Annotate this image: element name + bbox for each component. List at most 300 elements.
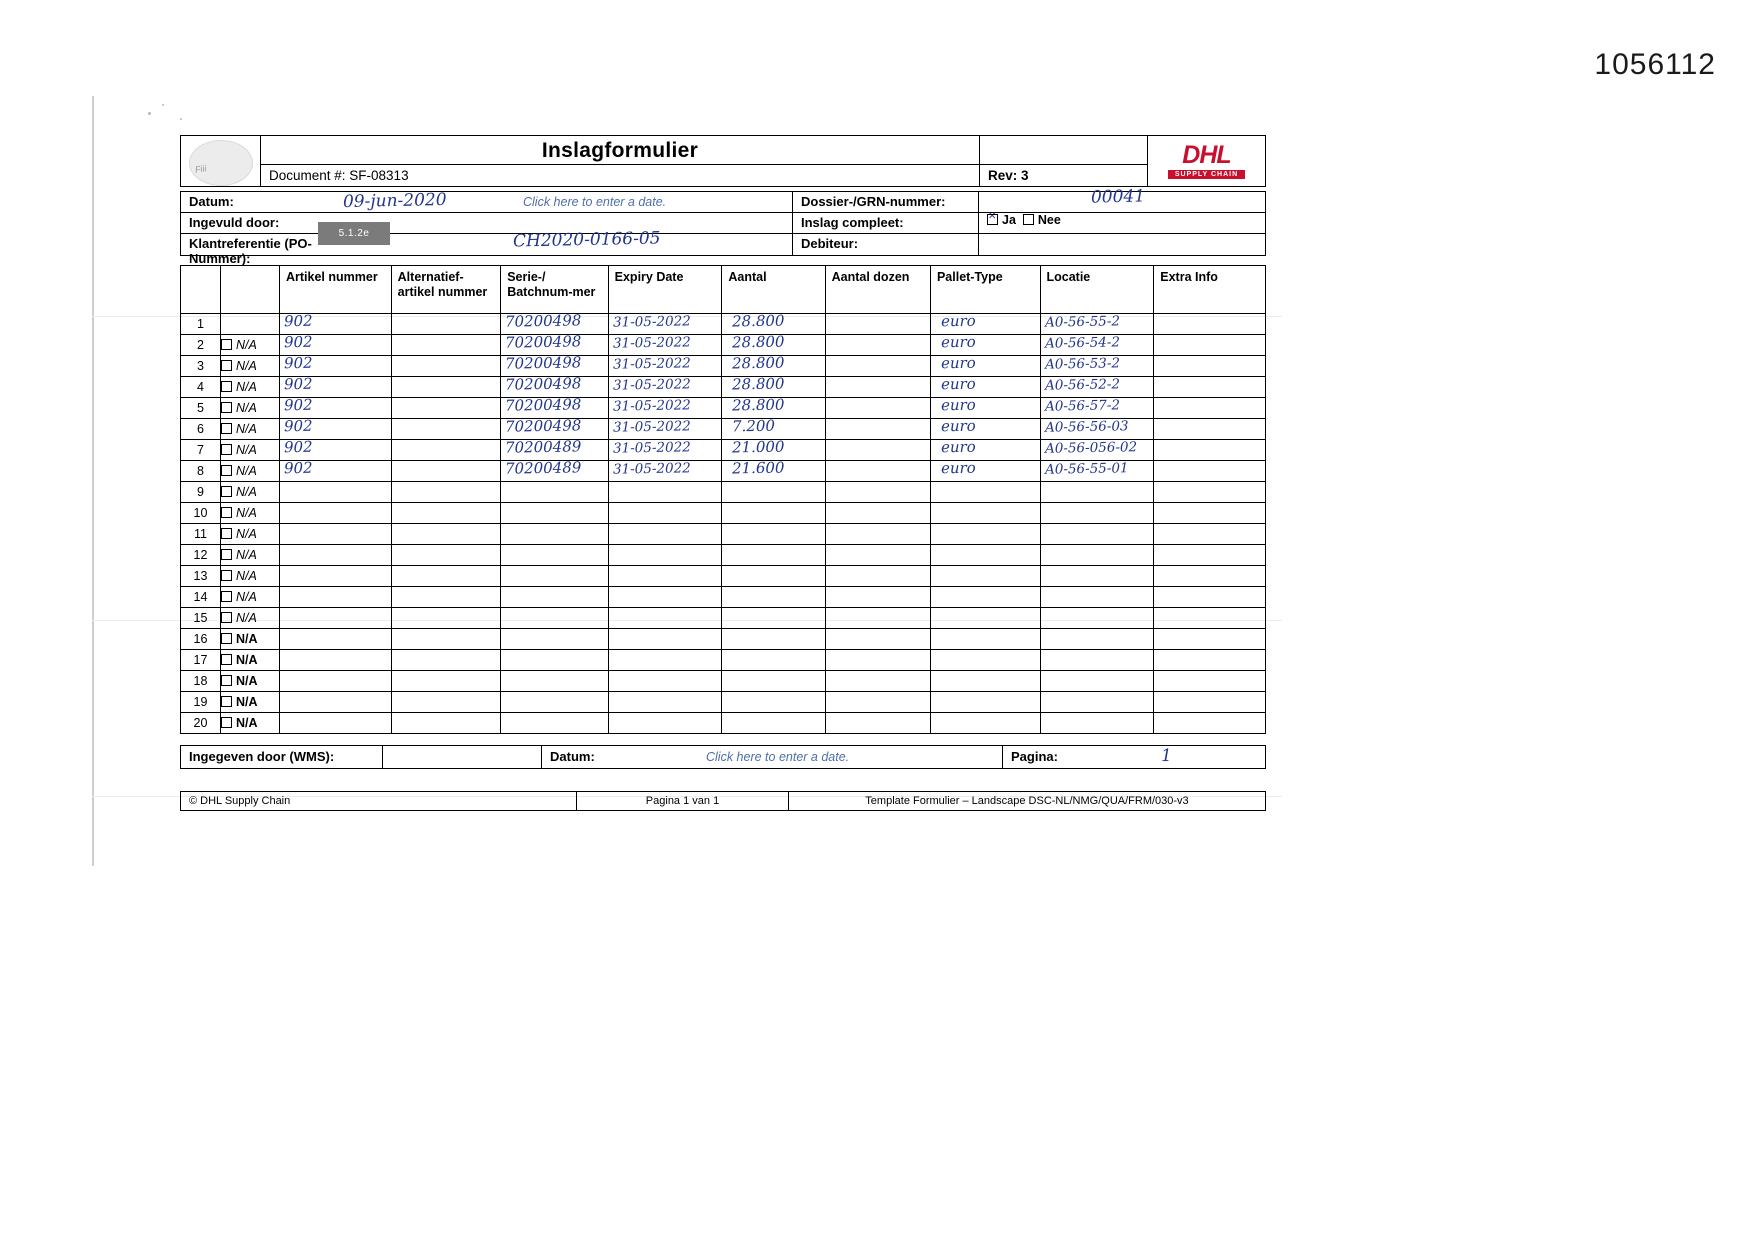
serie-batchnummer-cell[interactable] xyxy=(501,545,608,566)
col-artikelnummer: Artikel nummer xyxy=(280,266,392,314)
artikelnummer-cell[interactable] xyxy=(280,374,392,398)
checkbox-na-icon[interactable] xyxy=(221,465,232,476)
locatie-cell[interactable] xyxy=(1040,440,1154,461)
footer-entry-row xyxy=(180,745,1266,769)
wms-label: Ingegeven door (WMS): xyxy=(181,746,383,768)
aantal-cell[interactable] xyxy=(722,629,825,650)
revision-label: Rev: 3 xyxy=(980,164,1147,186)
handwritten-value: 31-05-2022 xyxy=(612,439,691,457)
aantal-cell[interactable] xyxy=(722,332,825,356)
serie-batchnummer-cell[interactable] xyxy=(501,671,608,692)
expiry-date-cell[interactable] xyxy=(608,440,722,461)
artikelnummer-cell[interactable] xyxy=(280,353,392,377)
na-checkbox-cell[interactable] xyxy=(221,314,280,335)
row-number: 17 xyxy=(181,650,221,671)
locatie-cell[interactable] xyxy=(1040,398,1154,419)
na-checkbox-cell[interactable] xyxy=(221,545,280,566)
form-header xyxy=(180,135,1266,187)
aantal-cell[interactable] xyxy=(722,311,825,335)
na-label: N/A xyxy=(236,611,257,625)
extra-info-cell[interactable] xyxy=(1154,377,1266,398)
aantal-dozen-cell[interactable] xyxy=(825,524,930,545)
extra-info-cell[interactable] xyxy=(1154,524,1266,545)
col-locatie: Locatie xyxy=(1040,266,1154,314)
na-checkbox-cell[interactable] xyxy=(221,692,280,713)
expiry-date-cell[interactable] xyxy=(608,566,722,587)
alternatief-artikelnummer-cell[interactable] xyxy=(391,713,501,734)
expiry-date-cell[interactable] xyxy=(608,629,722,650)
expiry-date-cell[interactable] xyxy=(608,398,722,419)
locatie-cell[interactable] xyxy=(1040,650,1154,671)
aantal-cell[interactable] xyxy=(722,713,825,734)
extra-info-cell[interactable] xyxy=(1154,566,1266,587)
checkbox-na-icon[interactable] xyxy=(221,339,232,350)
checkbox-na-icon[interactable] xyxy=(221,570,232,581)
extra-info-cell[interactable] xyxy=(1154,314,1266,335)
expiry-date-cell[interactable] xyxy=(608,356,722,377)
document-number: Document #: SF-08313 xyxy=(261,164,979,186)
checkbox-nee[interactable] xyxy=(1023,214,1034,225)
handwritten-value: 31-05-2022 xyxy=(612,355,691,373)
alternatief-artikelnummer-cell[interactable] xyxy=(391,461,501,482)
wms-field[interactable] xyxy=(383,746,542,768)
alternatief-artikelnummer-cell[interactable] xyxy=(391,398,501,419)
col-expiry-date: Expiry Date xyxy=(608,266,722,314)
expiry-date-cell[interactable] xyxy=(608,692,722,713)
handwritten-value: 31-05-2022 xyxy=(612,418,691,436)
checkbox-na-icon[interactable] xyxy=(221,612,232,623)
row-number: 8 xyxy=(181,461,221,482)
expiry-date-cell[interactable] xyxy=(608,419,722,440)
pallet-type-cell[interactable] xyxy=(930,671,1040,692)
checkbox-na-icon[interactable] xyxy=(221,717,232,728)
handwritten-value: 902 xyxy=(283,353,313,373)
artikelnummer-cell[interactable] xyxy=(280,458,392,482)
aantal-dozen-cell[interactable] xyxy=(825,713,930,734)
artikelnummer-cell[interactable] xyxy=(280,566,392,587)
serie-batchnummer-cell[interactable] xyxy=(501,566,608,587)
table-row xyxy=(181,356,1266,377)
locatie-cell[interactable] xyxy=(1040,713,1154,734)
pallet-type-cell[interactable] xyxy=(930,332,1040,356)
checkbox-na-icon[interactable] xyxy=(221,381,232,392)
alternatief-artikelnummer-cell[interactable] xyxy=(391,482,501,503)
table-row xyxy=(181,377,1266,398)
handwritten-value: 902 xyxy=(283,437,313,457)
expiry-date-cell[interactable] xyxy=(608,377,722,398)
handwritten-value: 70200498 xyxy=(505,416,582,436)
pallet-type-cell[interactable] xyxy=(930,629,1040,650)
alternatief-artikelnummer-cell[interactable] xyxy=(391,440,501,461)
serie-batchnummer-cell[interactable] xyxy=(501,311,608,335)
aantal-dozen-cell[interactable] xyxy=(825,503,930,524)
expiry-date-cell[interactable] xyxy=(608,482,722,503)
na-checkbox-cell[interactable] xyxy=(221,356,280,377)
alternatief-artikelnummer-cell[interactable] xyxy=(391,587,501,608)
aantal-cell[interactable] xyxy=(722,692,825,713)
col-aantal-dozen: Aantal dozen xyxy=(825,266,930,314)
checkbox-na-icon[interactable] xyxy=(221,486,232,497)
aantal-cell[interactable] xyxy=(722,395,825,419)
artikelnummer-cell[interactable] xyxy=(280,482,392,503)
aantal-dozen-cell[interactable] xyxy=(825,587,930,608)
handwritten-value: 70200498 xyxy=(505,332,582,352)
pallet-type-cell[interactable] xyxy=(930,311,1040,335)
handwritten-value: 31-05-2022 xyxy=(612,313,691,331)
expiry-date-cell[interactable] xyxy=(608,650,722,671)
pallet-type-cell[interactable] xyxy=(930,545,1040,566)
na-checkbox-cell[interactable] xyxy=(221,608,280,629)
scan-speck xyxy=(148,112,151,115)
checkbox-na-icon[interactable] xyxy=(221,549,232,560)
expiry-date-cell[interactable] xyxy=(608,461,722,482)
pallet-type-cell[interactable] xyxy=(930,587,1040,608)
extra-info-cell[interactable] xyxy=(1154,335,1266,356)
pallet-type-cell[interactable] xyxy=(930,482,1040,503)
aantal-dozen-cell[interactable] xyxy=(825,314,930,335)
na-checkbox-cell[interactable] xyxy=(221,524,280,545)
aantal-dozen-cell[interactable] xyxy=(825,482,930,503)
checkbox-na-icon[interactable] xyxy=(221,444,232,455)
artikelnummer-cell[interactable] xyxy=(280,692,392,713)
serie-batchnummer-cell[interactable] xyxy=(501,416,608,440)
checkbox-na-icon[interactable] xyxy=(221,675,232,686)
expiry-date-cell[interactable] xyxy=(608,545,722,566)
handwritten-value: 902 xyxy=(283,416,313,436)
alternatief-artikelnummer-cell[interactable] xyxy=(391,692,501,713)
stamp-box xyxy=(181,136,261,186)
serie-batchnummer-cell[interactable] xyxy=(501,608,608,629)
aantal-cell[interactable] xyxy=(722,671,825,692)
serie-batchnummer-cell[interactable] xyxy=(501,437,608,461)
alternatief-artikelnummer-cell[interactable] xyxy=(391,419,501,440)
locatie-cell[interactable] xyxy=(1040,335,1154,356)
aantal-dozen-cell[interactable] xyxy=(825,335,930,356)
alternatief-artikelnummer-cell[interactable] xyxy=(391,608,501,629)
extra-info-cell[interactable] xyxy=(1154,461,1266,482)
serie-batchnummer-cell[interactable] xyxy=(501,524,608,545)
stamp-text: Fiii xyxy=(194,163,208,175)
expiry-date-cell[interactable] xyxy=(608,524,722,545)
pallet-type-cell[interactable] xyxy=(930,353,1040,377)
expiry-date-cell[interactable] xyxy=(608,608,722,629)
artikelnummer-cell[interactable] xyxy=(280,437,392,461)
artikelnummer-cell[interactable] xyxy=(280,524,392,545)
na-label: N/A xyxy=(236,653,258,667)
aantal-dozen-cell[interactable] xyxy=(825,398,930,419)
na-label: N/A xyxy=(236,359,257,373)
expiry-date-cell[interactable] xyxy=(608,335,722,356)
artikelnummer-cell[interactable] xyxy=(280,503,392,524)
extra-info-cell[interactable] xyxy=(1154,650,1266,671)
aantal-cell[interactable] xyxy=(722,503,825,524)
page-title: Inslagformulier xyxy=(541,139,699,162)
locatie-cell[interactable] xyxy=(1040,314,1154,335)
locatie-cell[interactable] xyxy=(1040,608,1154,629)
alternatief-artikelnummer-cell[interactable] xyxy=(391,629,501,650)
locatie-cell[interactable] xyxy=(1040,629,1154,650)
locatie-cell[interactable] xyxy=(1040,377,1154,398)
locatie-cell[interactable] xyxy=(1040,692,1154,713)
pallet-type-cell[interactable] xyxy=(930,524,1040,545)
row-number: 3 xyxy=(181,356,221,377)
locatie-cell[interactable] xyxy=(1040,545,1154,566)
extra-info-cell[interactable] xyxy=(1154,419,1266,440)
debiteur-label: Debiteur: xyxy=(793,234,979,255)
na-checkbox-cell[interactable] xyxy=(221,650,280,671)
inslag-compleet-field[interactable] xyxy=(979,213,1265,233)
pallet-type-cell[interactable] xyxy=(930,458,1040,482)
ingevuld-label: Ingevuld door: xyxy=(189,215,280,230)
aantal-dozen-cell[interactable] xyxy=(825,461,930,482)
serie-batchnummer-cell[interactable] xyxy=(501,587,608,608)
locatie-cell[interactable] xyxy=(1040,566,1154,587)
extra-info-cell[interactable] xyxy=(1154,482,1266,503)
checkbox-na-icon[interactable] xyxy=(221,360,232,371)
row-number: 14 xyxy=(181,587,221,608)
locatie-cell[interactable] xyxy=(1040,524,1154,545)
aantal-dozen-cell[interactable] xyxy=(825,671,930,692)
handwritten-value: euro xyxy=(940,395,976,415)
na-label: N/A xyxy=(236,527,257,541)
artikelnummer-cell[interactable] xyxy=(280,650,392,671)
aantal-dozen-cell[interactable] xyxy=(825,419,930,440)
pallet-type-cell[interactable] xyxy=(930,374,1040,398)
checkbox-na-icon[interactable] xyxy=(221,633,232,644)
aantal-cell[interactable] xyxy=(722,524,825,545)
artikelnummer-cell[interactable] xyxy=(280,332,392,356)
expiry-date-cell[interactable] xyxy=(608,314,722,335)
extra-info-cell[interactable] xyxy=(1154,398,1266,419)
serie-batchnummer-cell[interactable] xyxy=(501,692,608,713)
aantal-cell[interactable] xyxy=(722,545,825,566)
extra-info-cell[interactable] xyxy=(1154,503,1266,524)
handwritten-value: 31-05-2022 xyxy=(612,397,691,415)
pallet-type-cell[interactable] xyxy=(930,713,1040,734)
pallet-type-cell[interactable] xyxy=(930,566,1040,587)
alternatief-artikelnummer-cell[interactable] xyxy=(391,545,501,566)
checkbox-na-icon[interactable] xyxy=(221,507,232,518)
serie-batchnummer-cell[interactable] xyxy=(501,395,608,419)
footer-datum-placeholder: Click here to enter a date. xyxy=(706,750,850,764)
na-checkbox-cell[interactable] xyxy=(221,377,280,398)
extra-info-cell[interactable] xyxy=(1154,713,1266,734)
serie-batchnummer-cell[interactable] xyxy=(501,503,608,524)
meta-row-datum xyxy=(181,186,1265,213)
na-checkbox-cell[interactable] xyxy=(221,713,280,734)
handwritten-value: euro xyxy=(940,416,976,436)
extra-info-cell[interactable] xyxy=(1154,356,1266,377)
na-checkbox-cell[interactable] xyxy=(221,587,280,608)
handwritten-value: 31-05-2022 xyxy=(612,334,691,352)
na-checkbox-cell[interactable] xyxy=(221,482,280,503)
extra-info-cell[interactable] xyxy=(1154,440,1266,461)
stamp-icon xyxy=(189,140,253,186)
serie-batchnummer-cell[interactable] xyxy=(501,650,608,671)
row-number: 18 xyxy=(181,671,221,692)
aantal-dozen-cell[interactable] xyxy=(825,566,930,587)
handwritten-value: 7.200 xyxy=(732,416,776,436)
pagina-field[interactable] xyxy=(1085,746,1265,768)
aantal-cell[interactable] xyxy=(722,416,825,440)
na-checkbox-cell[interactable] xyxy=(221,671,280,692)
na-label: N/A xyxy=(236,380,257,394)
na-checkbox-cell[interactable] xyxy=(221,503,280,524)
checkbox-na-icon[interactable] xyxy=(221,402,232,413)
aantal-dozen-cell[interactable] xyxy=(825,440,930,461)
serie-batchnummer-cell[interactable] xyxy=(501,458,608,482)
aantal-cell[interactable] xyxy=(722,587,825,608)
serie-batchnummer-cell[interactable] xyxy=(501,332,608,356)
aantal-dozen-cell[interactable] xyxy=(825,545,930,566)
checkbox-na-icon[interactable] xyxy=(221,696,232,707)
locatie-cell[interactable] xyxy=(1040,503,1154,524)
serie-batchnummer-cell[interactable] xyxy=(501,374,608,398)
aantal-cell[interactable] xyxy=(722,608,825,629)
inslag-table xyxy=(180,265,1266,734)
pallet-type-cell[interactable] xyxy=(930,416,1040,440)
footer-datum-field[interactable] xyxy=(694,746,1003,768)
serie-batchnummer-cell[interactable] xyxy=(501,713,608,734)
na-checkbox-cell[interactable] xyxy=(221,419,280,440)
artikelnummer-cell[interactable] xyxy=(280,713,392,734)
extra-info-cell[interactable] xyxy=(1154,545,1266,566)
aantal-cell[interactable] xyxy=(722,650,825,671)
table-row xyxy=(181,713,1266,734)
extra-info-cell[interactable] xyxy=(1154,671,1266,692)
artikelnummer-cell[interactable] xyxy=(280,545,392,566)
locatie-cell[interactable] xyxy=(1040,482,1154,503)
dhl-supply-chain-label: SUPPLY CHAIN xyxy=(1168,170,1245,179)
handwritten-value: 21.600 xyxy=(732,458,786,478)
copyright-text: © DHL Supply Chain xyxy=(181,792,577,810)
aantal-cell[interactable] xyxy=(722,458,825,482)
table-row xyxy=(181,398,1266,419)
datum-field[interactable] xyxy=(333,189,793,213)
locatie-cell[interactable] xyxy=(1040,461,1154,482)
artikelnummer-cell[interactable] xyxy=(280,671,392,692)
aantal-cell[interactable] xyxy=(722,482,825,503)
row-number: 1 xyxy=(181,314,221,335)
handwritten-value: 902 xyxy=(283,332,313,352)
aantal-dozen-cell[interactable] xyxy=(825,377,930,398)
na-label: N/A xyxy=(236,716,258,730)
pallet-type-cell[interactable] xyxy=(930,437,1040,461)
expiry-date-cell[interactable] xyxy=(608,671,722,692)
template-text: Template Formulier – Landscape DSC-NL/NMG/QUA/FRM/030-v3 xyxy=(865,795,1189,807)
extra-info-cell[interactable] xyxy=(1154,608,1266,629)
extra-info-cell[interactable] xyxy=(1154,587,1266,608)
label-ja: Ja xyxy=(1002,213,1016,227)
alternatief-artikelnummer-cell[interactable] xyxy=(391,524,501,545)
col-na xyxy=(221,266,280,314)
alternatief-artikelnummer-cell[interactable] xyxy=(391,650,501,671)
expiry-date-cell[interactable] xyxy=(608,587,722,608)
debiteur-field[interactable] xyxy=(979,234,1265,255)
serie-batchnummer-cell[interactable] xyxy=(501,482,608,503)
handwritten-value: 70200498 xyxy=(505,374,582,394)
na-checkbox-cell[interactable] xyxy=(221,629,280,650)
label-nee: Nee xyxy=(1037,213,1061,227)
artikelnummer-cell[interactable] xyxy=(280,416,392,440)
na-label: N/A xyxy=(236,632,258,646)
aantal-cell[interactable] xyxy=(722,437,825,461)
alternatief-artikelnummer-cell[interactable] xyxy=(391,671,501,692)
pallet-type-cell[interactable] xyxy=(930,692,1040,713)
aantal-dozen-cell[interactable] xyxy=(825,650,930,671)
artikelnummer-cell[interactable] xyxy=(280,629,392,650)
checkbox-ja[interactable] xyxy=(987,214,998,225)
pallet-type-cell[interactable] xyxy=(930,395,1040,419)
alternatief-artikelnummer-cell[interactable] xyxy=(391,503,501,524)
extra-info-cell[interactable] xyxy=(1154,629,1266,650)
alternatief-artikelnummer-cell[interactable] xyxy=(391,356,501,377)
table-body xyxy=(181,311,1266,734)
table-row xyxy=(181,671,1266,692)
legal-footer xyxy=(180,791,1266,811)
extra-info-cell[interactable] xyxy=(1154,692,1266,713)
handwritten-value: 70200489 xyxy=(505,437,582,457)
locatie-cell[interactable] xyxy=(1040,356,1154,377)
dossier-field[interactable] xyxy=(979,186,1265,212)
col-serie-batchnummer: Serie-/ Batchnum-mer xyxy=(501,266,608,314)
aantal-cell[interactable] xyxy=(722,353,825,377)
na-label: N/A xyxy=(236,674,258,688)
serie-batchnummer-cell[interactable] xyxy=(501,353,608,377)
locatie-cell[interactable] xyxy=(1040,587,1154,608)
na-checkbox-cell[interactable] xyxy=(221,566,280,587)
na-checkbox-cell[interactable] xyxy=(221,335,280,356)
alternatief-artikelnummer-cell[interactable] xyxy=(391,335,501,356)
handwritten-value: 31-05-2022 xyxy=(612,376,691,394)
pallet-type-cell[interactable] xyxy=(930,608,1040,629)
na-checkbox-cell[interactable] xyxy=(221,398,280,419)
checkbox-na-icon[interactable] xyxy=(221,654,232,665)
handwritten-value: euro xyxy=(940,458,976,478)
pallet-type-cell[interactable] xyxy=(930,650,1040,671)
row-number: 10 xyxy=(181,503,221,524)
locatie-cell[interactable] xyxy=(1040,419,1154,440)
aantal-cell[interactable] xyxy=(722,374,825,398)
revision-block xyxy=(979,136,1147,186)
handwritten-value: 902 xyxy=(283,458,313,478)
aantal-dozen-cell[interactable] xyxy=(825,356,930,377)
expiry-date-cell[interactable] xyxy=(608,713,722,734)
artikelnummer-cell[interactable] xyxy=(280,587,392,608)
checkbox-na-icon[interactable] xyxy=(221,591,232,602)
artikelnummer-cell[interactable] xyxy=(280,395,392,419)
aantal-dozen-cell[interactable] xyxy=(825,692,930,713)
aantal-cell[interactable] xyxy=(722,566,825,587)
handwritten-value: euro xyxy=(940,311,976,331)
na-checkbox-cell[interactable] xyxy=(221,440,280,461)
na-checkbox-cell[interactable] xyxy=(221,461,280,482)
datum-label: Datum: xyxy=(189,194,234,209)
aantal-dozen-cell[interactable] xyxy=(825,608,930,629)
alternatief-artikelnummer-cell[interactable] xyxy=(391,377,501,398)
artikelnummer-cell[interactable] xyxy=(280,608,392,629)
artikelnummer-cell[interactable] xyxy=(280,311,392,335)
expiry-date-cell[interactable] xyxy=(608,503,722,524)
pallet-type-cell[interactable] xyxy=(930,503,1040,524)
serie-batchnummer-cell[interactable] xyxy=(501,629,608,650)
checkbox-na-icon[interactable] xyxy=(221,528,232,539)
checkbox-na-icon[interactable] xyxy=(221,423,232,434)
alternatief-artikelnummer-cell[interactable] xyxy=(391,314,501,335)
locatie-cell[interactable] xyxy=(1040,671,1154,692)
aantal-dozen-cell[interactable] xyxy=(825,629,930,650)
alternatief-artikelnummer-cell[interactable] xyxy=(391,566,501,587)
